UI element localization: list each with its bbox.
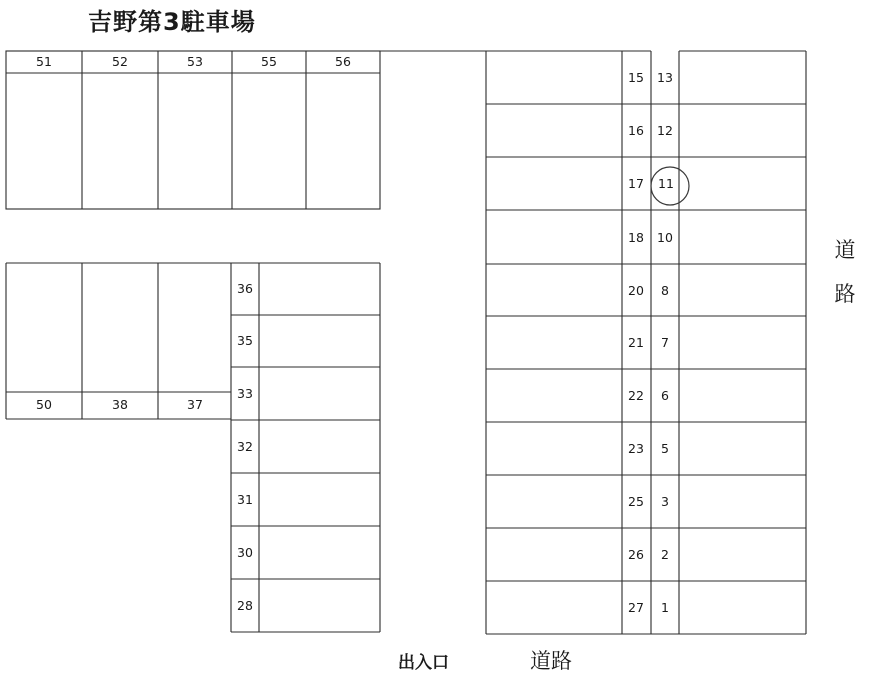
space-label: 21	[628, 335, 644, 350]
space-label: 16	[628, 123, 644, 138]
space-label: 32	[237, 439, 253, 454]
space-label: 38	[112, 397, 128, 412]
space-label: 36	[237, 281, 253, 296]
space-label: 6	[661, 388, 669, 403]
space-label: 37	[187, 397, 203, 412]
space-label: 27	[628, 600, 644, 615]
space-label: 20	[628, 283, 644, 298]
space-label: 56	[335, 54, 351, 69]
space-label: 8	[661, 283, 669, 298]
road-label-bottom: 道路	[530, 649, 572, 673]
space-label: 23	[628, 441, 644, 456]
space-label: 25	[628, 494, 644, 509]
space-label: 53	[187, 54, 203, 69]
space-label: 2	[661, 547, 669, 562]
space-label: 5	[661, 441, 669, 456]
space-label: 15	[628, 70, 644, 85]
entrance-label: 出入口	[398, 653, 449, 673]
page-title: 吉野第3駐車場	[88, 8, 256, 36]
space-label: 12	[657, 123, 673, 138]
space-label: 28	[237, 598, 253, 613]
space-label: 17	[628, 176, 644, 191]
space-label: 33	[237, 386, 253, 401]
space-label: 11	[658, 176, 674, 191]
space-label: 30	[237, 545, 253, 560]
space-label: 3	[661, 494, 669, 509]
space-label: 22	[628, 388, 644, 403]
space-label: 7	[661, 335, 669, 350]
lot-lines	[6, 51, 806, 634]
space-label: 18	[628, 230, 644, 245]
space-label: 13	[657, 70, 673, 85]
space-label: 52	[112, 54, 128, 69]
space-label: 31	[237, 492, 253, 507]
space-label: 1	[661, 600, 669, 615]
space-label: 55	[261, 54, 277, 69]
road-label-right: 道路	[834, 238, 856, 306]
space-label: 51	[36, 54, 52, 69]
space-label: 35	[237, 333, 253, 348]
space-label: 26	[628, 547, 644, 562]
space-label: 50	[36, 397, 52, 412]
space-label: 10	[657, 230, 673, 245]
